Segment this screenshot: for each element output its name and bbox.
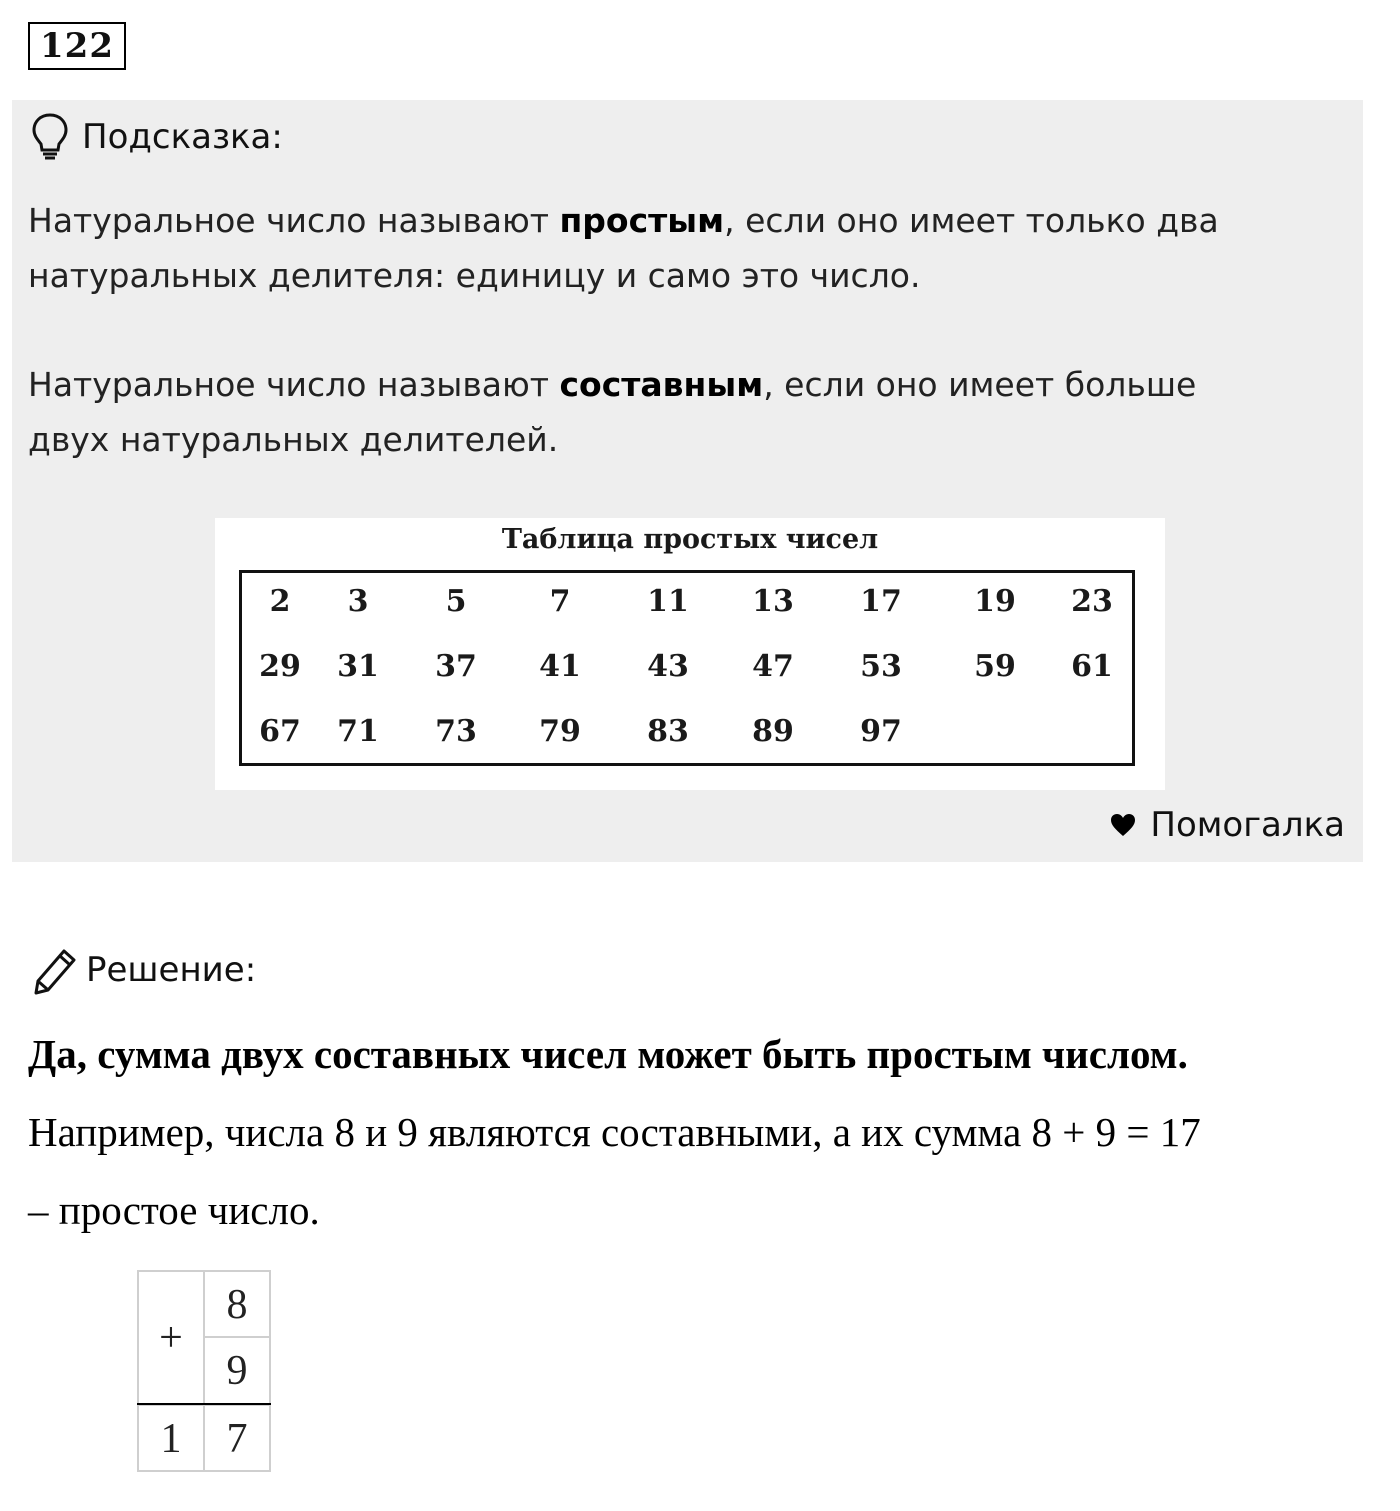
prime-number-cell: 71: [337, 714, 379, 749]
solution-header: [30, 945, 256, 995]
composite-definition: [28, 357, 1338, 467]
pencil-icon: [30, 945, 80, 995]
prime-number-cell: 59: [974, 649, 1016, 684]
prime-definition: [28, 193, 1338, 303]
column-addition: [137, 1270, 271, 1472]
watermark: [1110, 805, 1345, 845]
prime-number-cell: 67: [259, 714, 301, 749]
term-prime: простым: [559, 201, 725, 240]
prime-number-cell: 3: [347, 584, 369, 619]
prime-number-cell: 97: [860, 714, 902, 749]
prime-number-cell: 13: [752, 584, 794, 619]
term-composite: составным: [559, 365, 764, 404]
prime-definition-line1: Натуральное число называют простым, если оно имеет только два: [28, 201, 1219, 240]
prime-definition-line2: натуральных делителя: единицу и само это число.: [28, 256, 921, 295]
prime-number-cell: 23: [1071, 584, 1113, 619]
addend-1: 8: [203, 1270, 271, 1338]
hint-title: Подсказка:: [82, 117, 283, 157]
prime-number-cell: 43: [647, 649, 689, 684]
prime-number-cell: 31: [337, 649, 379, 684]
prime-number-cell: 19: [974, 584, 1016, 619]
prime-table-title: Таблица простых чисел: [501, 524, 879, 555]
explanation-line2: – простое число.: [28, 1187, 320, 1233]
solution-title: Решение:: [86, 950, 257, 990]
prime-number-cell: 73: [435, 714, 477, 749]
prime-number-cell: 37: [435, 649, 477, 684]
answer-text: Да, сумма двух составных чисел может быть простым числом.: [28, 1031, 1188, 1077]
addend-2: 9: [203, 1336, 271, 1405]
prime-number-cell: 2: [269, 584, 291, 619]
prime-number-cell: 7: [549, 584, 571, 619]
prime-number-cell: 83: [647, 714, 689, 749]
prime-number-cell: 61: [1071, 649, 1113, 684]
prime-number-cell: 53: [860, 649, 902, 684]
lightbulb-icon: [30, 112, 70, 162]
prime-number-cell: 79: [539, 714, 581, 749]
heart-icon: [1110, 813, 1136, 837]
prime-number-cell: 29: [259, 649, 301, 684]
composite-definition-line1: Натуральное число называют составным, если оно имеет больше: [28, 365, 1197, 404]
sum-rule-line: [137, 1403, 271, 1405]
prime-number-cell: 17: [860, 584, 902, 619]
prime-number-cell: 89: [752, 714, 794, 749]
plus-sign: +: [137, 1270, 205, 1405]
prime-number-cell: 41: [539, 649, 581, 684]
prime-number-cell: 11: [647, 584, 689, 619]
prime-number-cell: 47: [752, 649, 794, 684]
result-digit-1: 1: [137, 1404, 205, 1472]
prime-table-image: [215, 518, 1165, 790]
hint-panel: [12, 100, 1363, 862]
explanation-line1: Например, числа 8 и 9 являются составными, а их сумма 8 + 9 = 17: [28, 1109, 1201, 1155]
prime-number-cell: 5: [445, 584, 467, 619]
hint-header: [30, 112, 283, 162]
watermark-text: Помогалка: [1150, 805, 1345, 845]
composite-definition-line2: двух натуральных делителей.: [28, 420, 559, 459]
task-number: 122: [28, 22, 126, 70]
result-digit-2: 7: [203, 1404, 271, 1472]
